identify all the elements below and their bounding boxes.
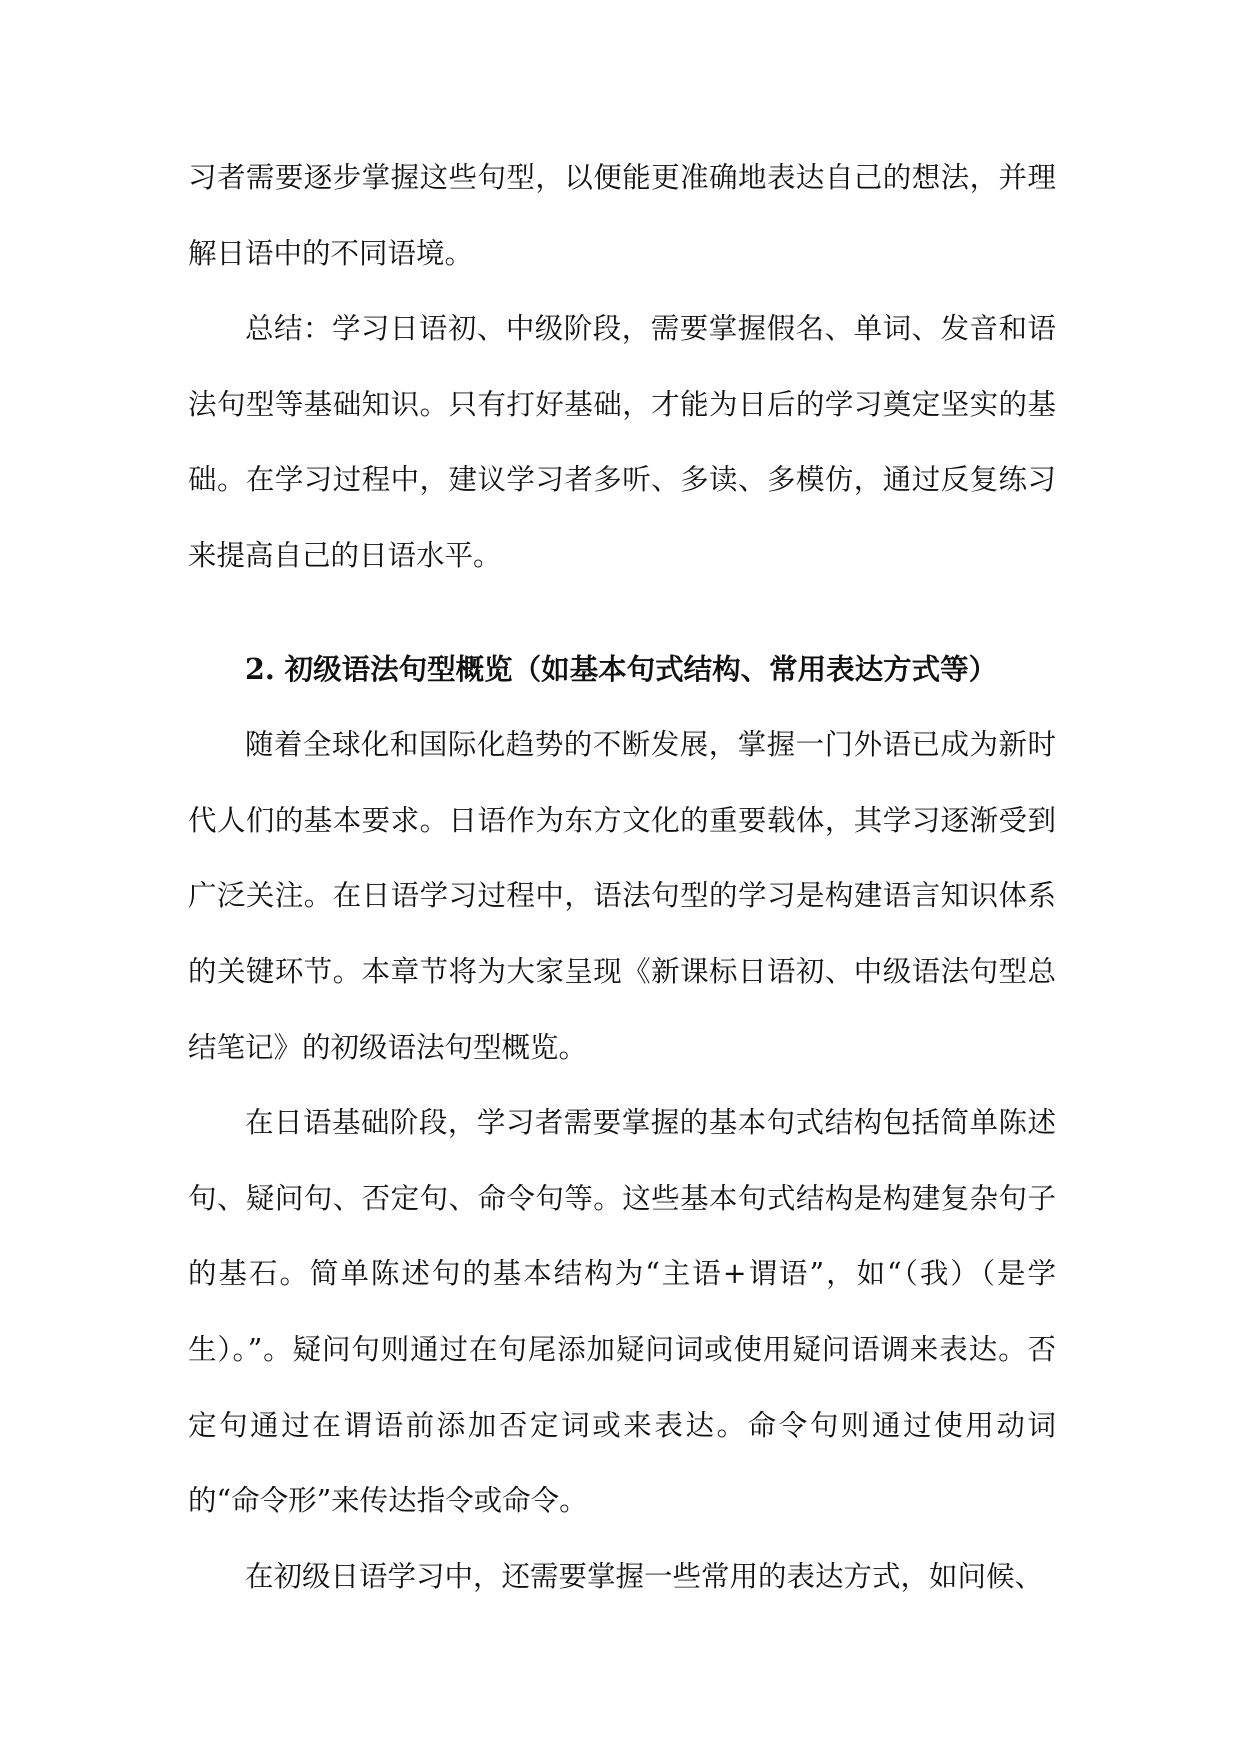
summary-paragraph: 总结：学习日语初、中级阶段，需要掌握假名、单词、发音和语法句型等基础知识。只有打好基础，才能为日后的学习奠定坚实的基础。在学习过程中，建议学习者多听、多读、多模仿，通过反复练习来提高自己的日语水平。 bbox=[188, 312, 1056, 572]
section-heading: 2. 初级语法句型概览（如基本句式结构、常用表达方式等） bbox=[245, 651, 998, 686]
document-page bbox=[188, 140, 1056, 1614]
expressions-paragraph: 在初级日语学习中，还需要掌握一些常用的表达方式，如问候、 bbox=[245, 1559, 1044, 1593]
intro-paragraph: 随着全球化和国际化趋势的不断发展，掌握一门外语已成为新时代人们的基本要求。日语作为东方文化的重要载体，其学习逐渐受到广泛关注。在日语学习过程中，语法句型的学习是构建语言知识体系的关键环节。本章节将为大家呈现《新课标日语初、中级语法句型总结笔记》的初级语法句型概览。 bbox=[188, 728, 1056, 1064]
paragraph-continuation: 习者需要逐步掌握这些句型，以便能更准确地表达自己的想法，并理解日语中的不同语境。 bbox=[188, 161, 1056, 270]
sentence-structure-paragraph: 在日语基础阶段，学习者需要掌握的基本句式结构包括简单陈述句、疑问句、否定句、命令句等。这些基本句式结构是构建复杂句子的基石。简单陈述句的基本结构为“主语+谓语”，如“（我）（是学生）。”。疑问句则通过在句尾添加疑问词或使用疑问语调来表达。否定句通过在谓语前添加否定词或来表达。命令句则通过使用动词的“命令形”来传达指令或命令。 bbox=[188, 1106, 1056, 1518]
